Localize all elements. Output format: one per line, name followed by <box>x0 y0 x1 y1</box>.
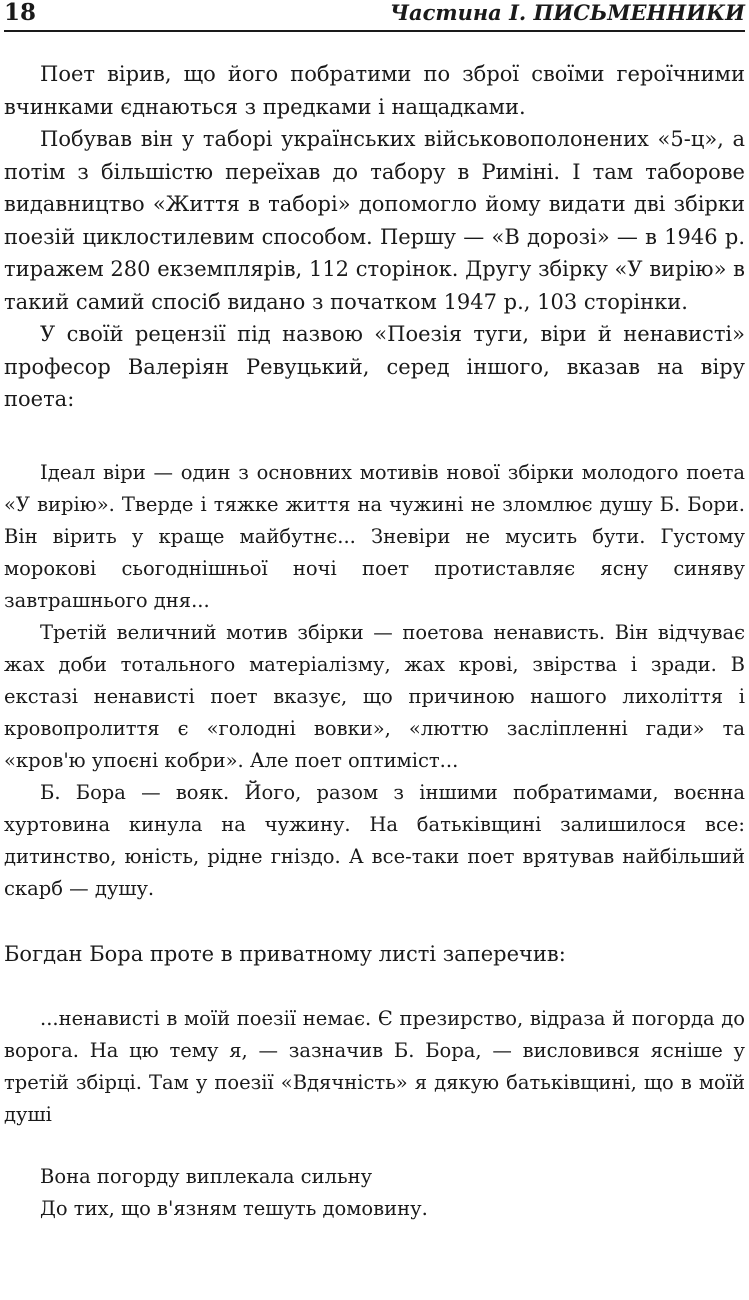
page-number: 18 <box>4 0 37 26</box>
quote-paragraph: Б. Бора — вояк. Його, разом з іншими побратимами, воєнна хуртовина кинула на чужину. На батьківщині залишилося все: дитинство, юність, рідне гніздо. А все-таки поет врятував найбільший скарб — душу. <box>4 780 745 900</box>
page-header <box>4 0 745 32</box>
verse <box>4 1161 745 1225</box>
paragraph: Богдан Бора проте в приватному листі заперечив: <box>4 941 566 966</box>
block-quote-2 <box>4 1003 745 1131</box>
paragraph: У своїй рецензії під назвою «Поезія туги, віри й ненависті» професор Валеріян Ревуцький, серед іншого, вказав на віру поета: <box>4 322 745 411</box>
block-quote <box>4 457 745 905</box>
running-head: Частина І. ПИСЬМЕННИКИ <box>389 0 745 25</box>
verse-line: Вона погорду виплекала сильну <box>40 1165 373 1188</box>
paragraph: Поет вірив, що його побратими по зброї своїми героїчними вчинками єднаються з предками і нащадками. <box>4 62 745 119</box>
verse-line: До тих, що в'язням тешуть домовину. <box>40 1197 428 1220</box>
paragraph: Побував він у таборі українських військовополонених «5-ц», а потім з більшістю переїхав до табору в Риміні. І там таборове видавництво «Життя в таборі» допомогло йому видати дві збірки поезій циклостилевим способом. Першу — «В дорозі» — в 1946 р. тиражем 280 екземплярів, 112 сторінок. Другу збірку «У вирію» в такий самий спосіб видано з початком 1947 р., 103 сторінки. <box>4 127 745 314</box>
quote-paragraph: Третій величний мотив збірки — поетова ненависть. Він відчуває жах доби тотального матеріалізму, жах крові, звірства і зради. В екстазі ненависті поет вказує, що причиною нашого лихоліття і кровопролиття є «голодні вовки», «люттю засліпленні гади» та «кров'ю упоєні кобри». Але поет оптиміст... <box>4 620 745 772</box>
body-text <box>4 58 745 1225</box>
quote-paragraph: Ідеал віри — один з основних мотивів нової збірки молодого поета «У вирію». Тверде і тяжке життя на чужині не зломлює душу Б. Бори. Він вірить у краще майбутнє... Зневіри не мусить бути. Густому морокові сьогоднішньої ночі поет протиставляє ясну синяву завтрашнього дня... <box>4 460 745 612</box>
quote-paragraph: ...ненависті в моїй поезії немає. Є презирство, відраза й погорда до ворога. На цю тему я, — зазначив Б. Бора, — висловився ясніше у третій збірці. Там у поезії «Вдячність» я дякую батьківщині, що в моїй душі <box>4 1007 745 1126</box>
